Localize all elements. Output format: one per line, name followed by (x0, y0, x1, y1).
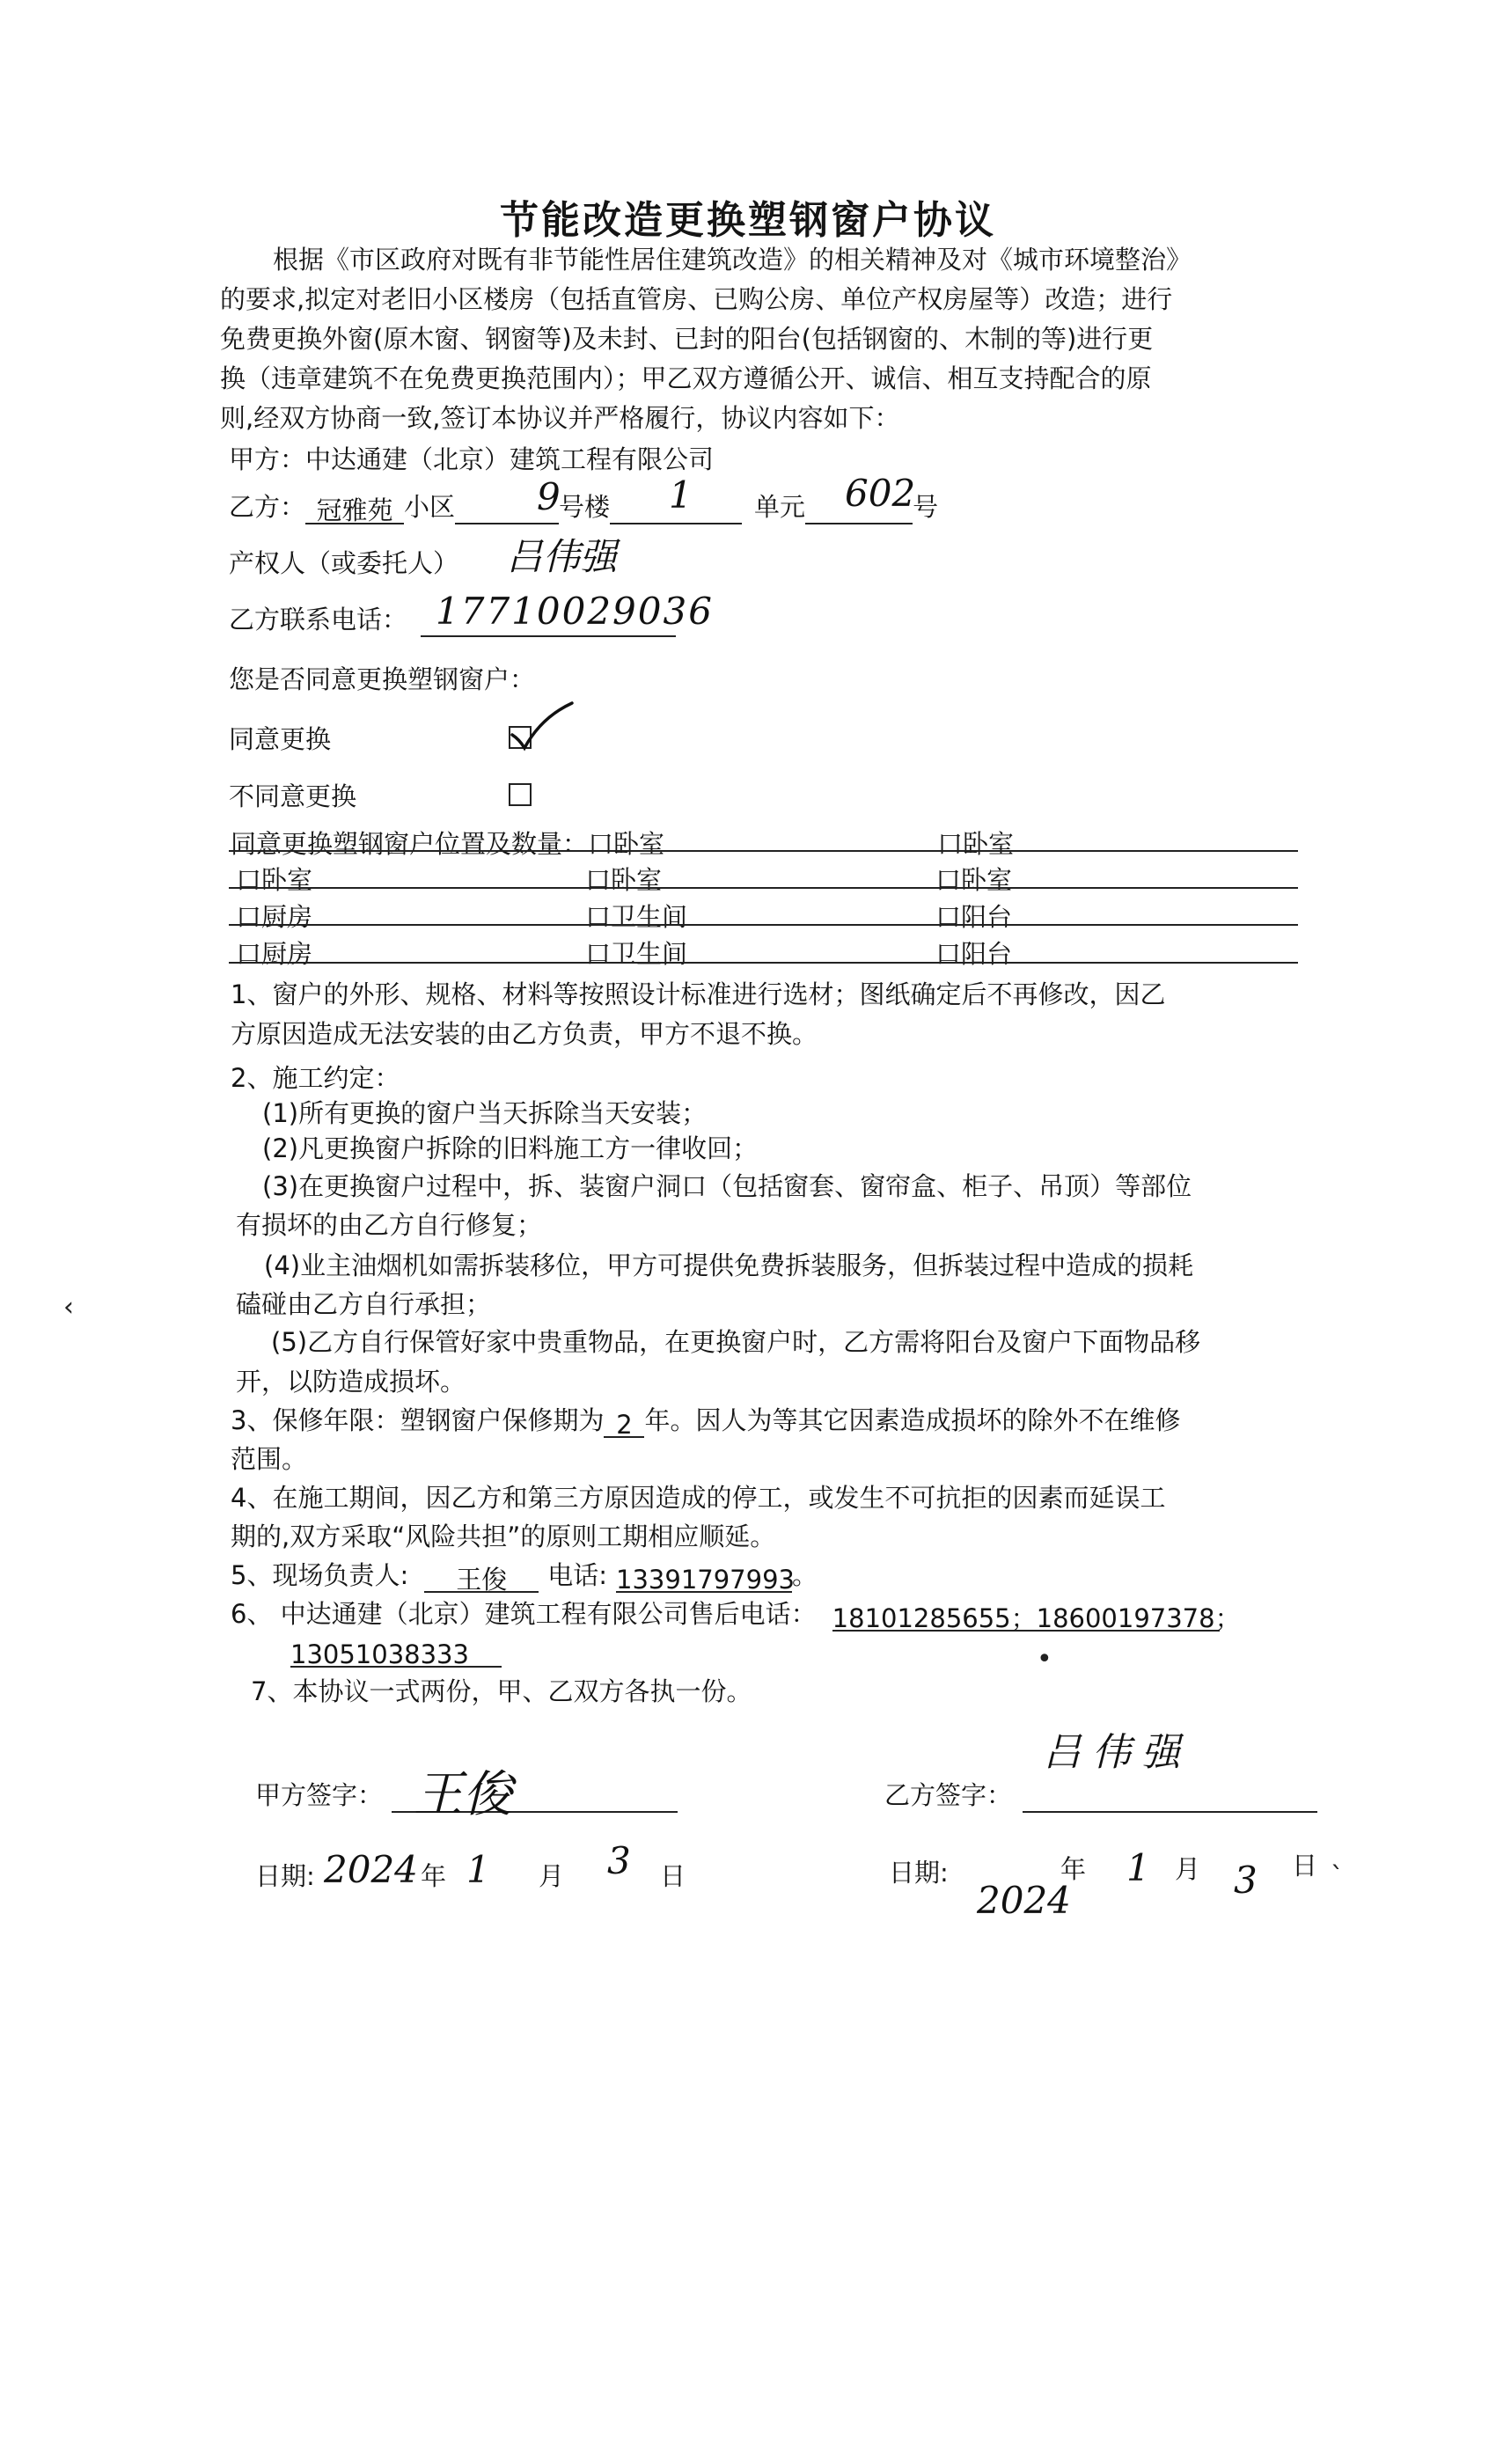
party-a-year-char: 年 (421, 1861, 447, 1891)
window-cell-r3c2[interactable]: 口阳台 (935, 939, 1013, 969)
intro-line-2: 的要求,拟定对老旧小区楼房（包括直管房、已购公房、单位产权房屋等）改造；进行 (220, 284, 1173, 314)
disagree-label: 不同意更换 (229, 781, 357, 811)
clause-7: 7、本协议一式两份，甲、乙双方各执一份。 (251, 1676, 752, 1706)
clause-1-line-2: 方原因造成无法安装的由乙方负责，甲方不退不换。 (231, 1019, 818, 1049)
clause-5: 5、现场负责人: 王俊 电话: 13391797993。 (231, 1560, 818, 1595)
site-manager-name: 王俊 (424, 1562, 539, 1593)
agree-label: 同意更换 (229, 724, 332, 754)
site-manager-phone: 13391797993 (616, 1562, 792, 1593)
clause-4-line-1: 4、在施工期间，因乙方和第三方原因造成的停工，或发生不可抗拒的因素而延误工 (231, 1483, 1166, 1513)
intro-line-1: 根据《市区政府对既有非节能性居住建筑改造》的相关精神及对《城市环境整治》 (273, 245, 1192, 275)
document-title: 节能改造更换塑钢窗户协议 (500, 198, 996, 243)
window-cell-r1c2[interactable]: 口卧室 (935, 865, 1013, 895)
party-b-month: 1 (1126, 1846, 1150, 1889)
window-cell-r2c0[interactable]: 口厨房 (236, 902, 313, 932)
phone-label: 乙方联系电话： (229, 605, 408, 634)
window-cell-r0c2[interactable]: 口卧室 (937, 829, 1015, 859)
party-b-date-label: 日期: (889, 1858, 949, 1888)
party-a: 甲方：中达通建（北京）建筑工程有限公司 (229, 444, 715, 474)
party-b-year-char: 年 (1060, 1854, 1087, 1884)
window-cell-r1c0[interactable]: 口卧室 (236, 865, 313, 895)
owner-label: 产权人（或委托人） (229, 548, 459, 578)
clause-4-line-2: 期的,双方采取“风险共担”的原则工期相应顺延。 (231, 1522, 776, 1551)
building-suffix: 号楼 (559, 492, 611, 522)
party-a-signature: 王俊 (414, 1766, 512, 1823)
clause-2-4-line-1: (4)业主油烟机如需拆装移位，甲方可提供免费拆装服务，但拆装过程中造成的损耗 (264, 1250, 1194, 1280)
party-b-year: 2024 (977, 1879, 1071, 1922)
clause-6-line-2 (290, 1632, 502, 1668)
intro-line-3: 免费更换外窗(原木窗、钢窗等)及未封、已封的阳台(包括钢窗的、木制的等)进行更 (220, 324, 1154, 354)
party-a-month: 1 (466, 1848, 490, 1891)
window-cell-r2c2[interactable]: 口阳台 (935, 902, 1013, 932)
clause-2-3-line-1: (3)在更换窗户过程中，拆、装窗户洞口（包括窗套、窗帘盒、柜子、吊顶）等部位 (262, 1171, 1192, 1201)
party-b-day: 3 (1234, 1859, 1258, 1902)
building-handwriting: 9 (537, 475, 561, 518)
clause-2-1: (1)所有更换的窗户当天拆除当天安装； (262, 1098, 708, 1128)
unit-suffix: 单元 (754, 492, 806, 522)
table-rule-3 (229, 924, 1298, 926)
intro-line-4: 换（违章建筑不在免费更换范围内）；甲乙双方遵循公开、诚信、相互支持配合的原 (220, 363, 1152, 393)
clause-3-line-2: 范围。 (231, 1444, 308, 1474)
table-rule-2 (229, 887, 1298, 889)
disagree-checkbox[interactable] (509, 783, 532, 806)
warranty-years: 2 (604, 1407, 644, 1438)
party-b-month-char: 月 (1175, 1854, 1201, 1884)
party-b-sign-line (1023, 1811, 1317, 1813)
clause-3-line-1: 3、保修年限：塑钢窗户保修期为 2 年。因人为等其它因素造成损坏的除外不在维修 (231, 1405, 1181, 1440)
window-cell-r3c0[interactable]: 口厨房 (236, 939, 313, 969)
clause-2-3-line-2: 有损坏的由乙方自行修复； (236, 1210, 543, 1240)
party-a-sign-label: 甲方签字： (255, 1780, 384, 1810)
unit-handwriting: 1 (669, 473, 693, 517)
phone-underline (421, 635, 676, 637)
after-sales-phones: 18101285655；18600197378； (832, 1601, 1220, 1632)
window-cell-r1c1[interactable]: 口卧室 (585, 865, 663, 895)
community-suffix: 小区 (404, 492, 456, 522)
party-b-sign-label: 乙方签字： (884, 1780, 1013, 1810)
room-suffix: 号 (913, 492, 939, 522)
table-rule-4 (229, 962, 1298, 964)
party-b-row (229, 489, 938, 524)
clause-1-line-1: 1、窗户的外形、规格、材料等按照设计标准进行选材；图纸确定后不再修改，因乙 (231, 979, 1166, 1009)
party-b-signature: 吕伟强 (1043, 1730, 1191, 1775)
clause-2-4-line-2: 磕碰由乙方自行承担； (236, 1289, 492, 1319)
clause-2-heading: 2、施工约定： (231, 1063, 400, 1093)
intro-line-5: 则,经双方协商一致,签订本协议并严格履行，协议内容如下： (220, 403, 900, 433)
party-b-day-char: 日 (1292, 1851, 1318, 1881)
clause-6: 6、 中达通建（北京）建筑工程有限公司售后电话： 18101285655；18600197378； (231, 1599, 1241, 1633)
window-cell-r0c0[interactable]: 口卧室 (588, 829, 665, 859)
window-cell-r2c1[interactable]: 口卫生间 (585, 902, 688, 932)
after-sales-phone-3: 13051038333 (290, 1637, 502, 1668)
party-a-day-char: 日 (660, 1861, 686, 1891)
windows-header: 同意更换塑钢窗户位置及数量：口卧室 (231, 829, 665, 859)
check-mark-icon (510, 700, 581, 752)
consent-question: 您是否同意更换塑钢窗户： (229, 664, 536, 694)
owner-signature: 吕伟强 (506, 535, 618, 578)
party-b-label: 乙方： (229, 492, 306, 522)
table-rule-1 (229, 850, 1298, 852)
clause-2-5-line-2: 开，以防造成损坏。 (236, 1367, 466, 1397)
scan-speck: • (1037, 1644, 1052, 1675)
party-a-year: 2024 (324, 1848, 418, 1891)
party-a-day: 3 (607, 1839, 631, 1882)
window-cell-r3c1[interactable]: 口卫生间 (585, 939, 688, 969)
scan-speck: ‹ (63, 1292, 74, 1323)
clause-2-5-line-1: (5)乙方自行保管好家中贵重物品，在更换窗户时，乙方需将阳台及窗户下面物品移 (271, 1327, 1201, 1357)
party-a-month-char: 月 (539, 1861, 565, 1891)
community-field[interactable]: 冠雅苑 (305, 493, 404, 524)
room-handwriting: 602 (845, 472, 916, 515)
scan-speck: ˎ (1331, 1839, 1344, 1870)
phone-handwriting: 17710029036 (436, 590, 714, 633)
clause-2-2: (2)凡更换窗户拆除的旧料施工方一律收回； (262, 1133, 759, 1163)
party-a-date-label: 日期: (255, 1861, 315, 1891)
